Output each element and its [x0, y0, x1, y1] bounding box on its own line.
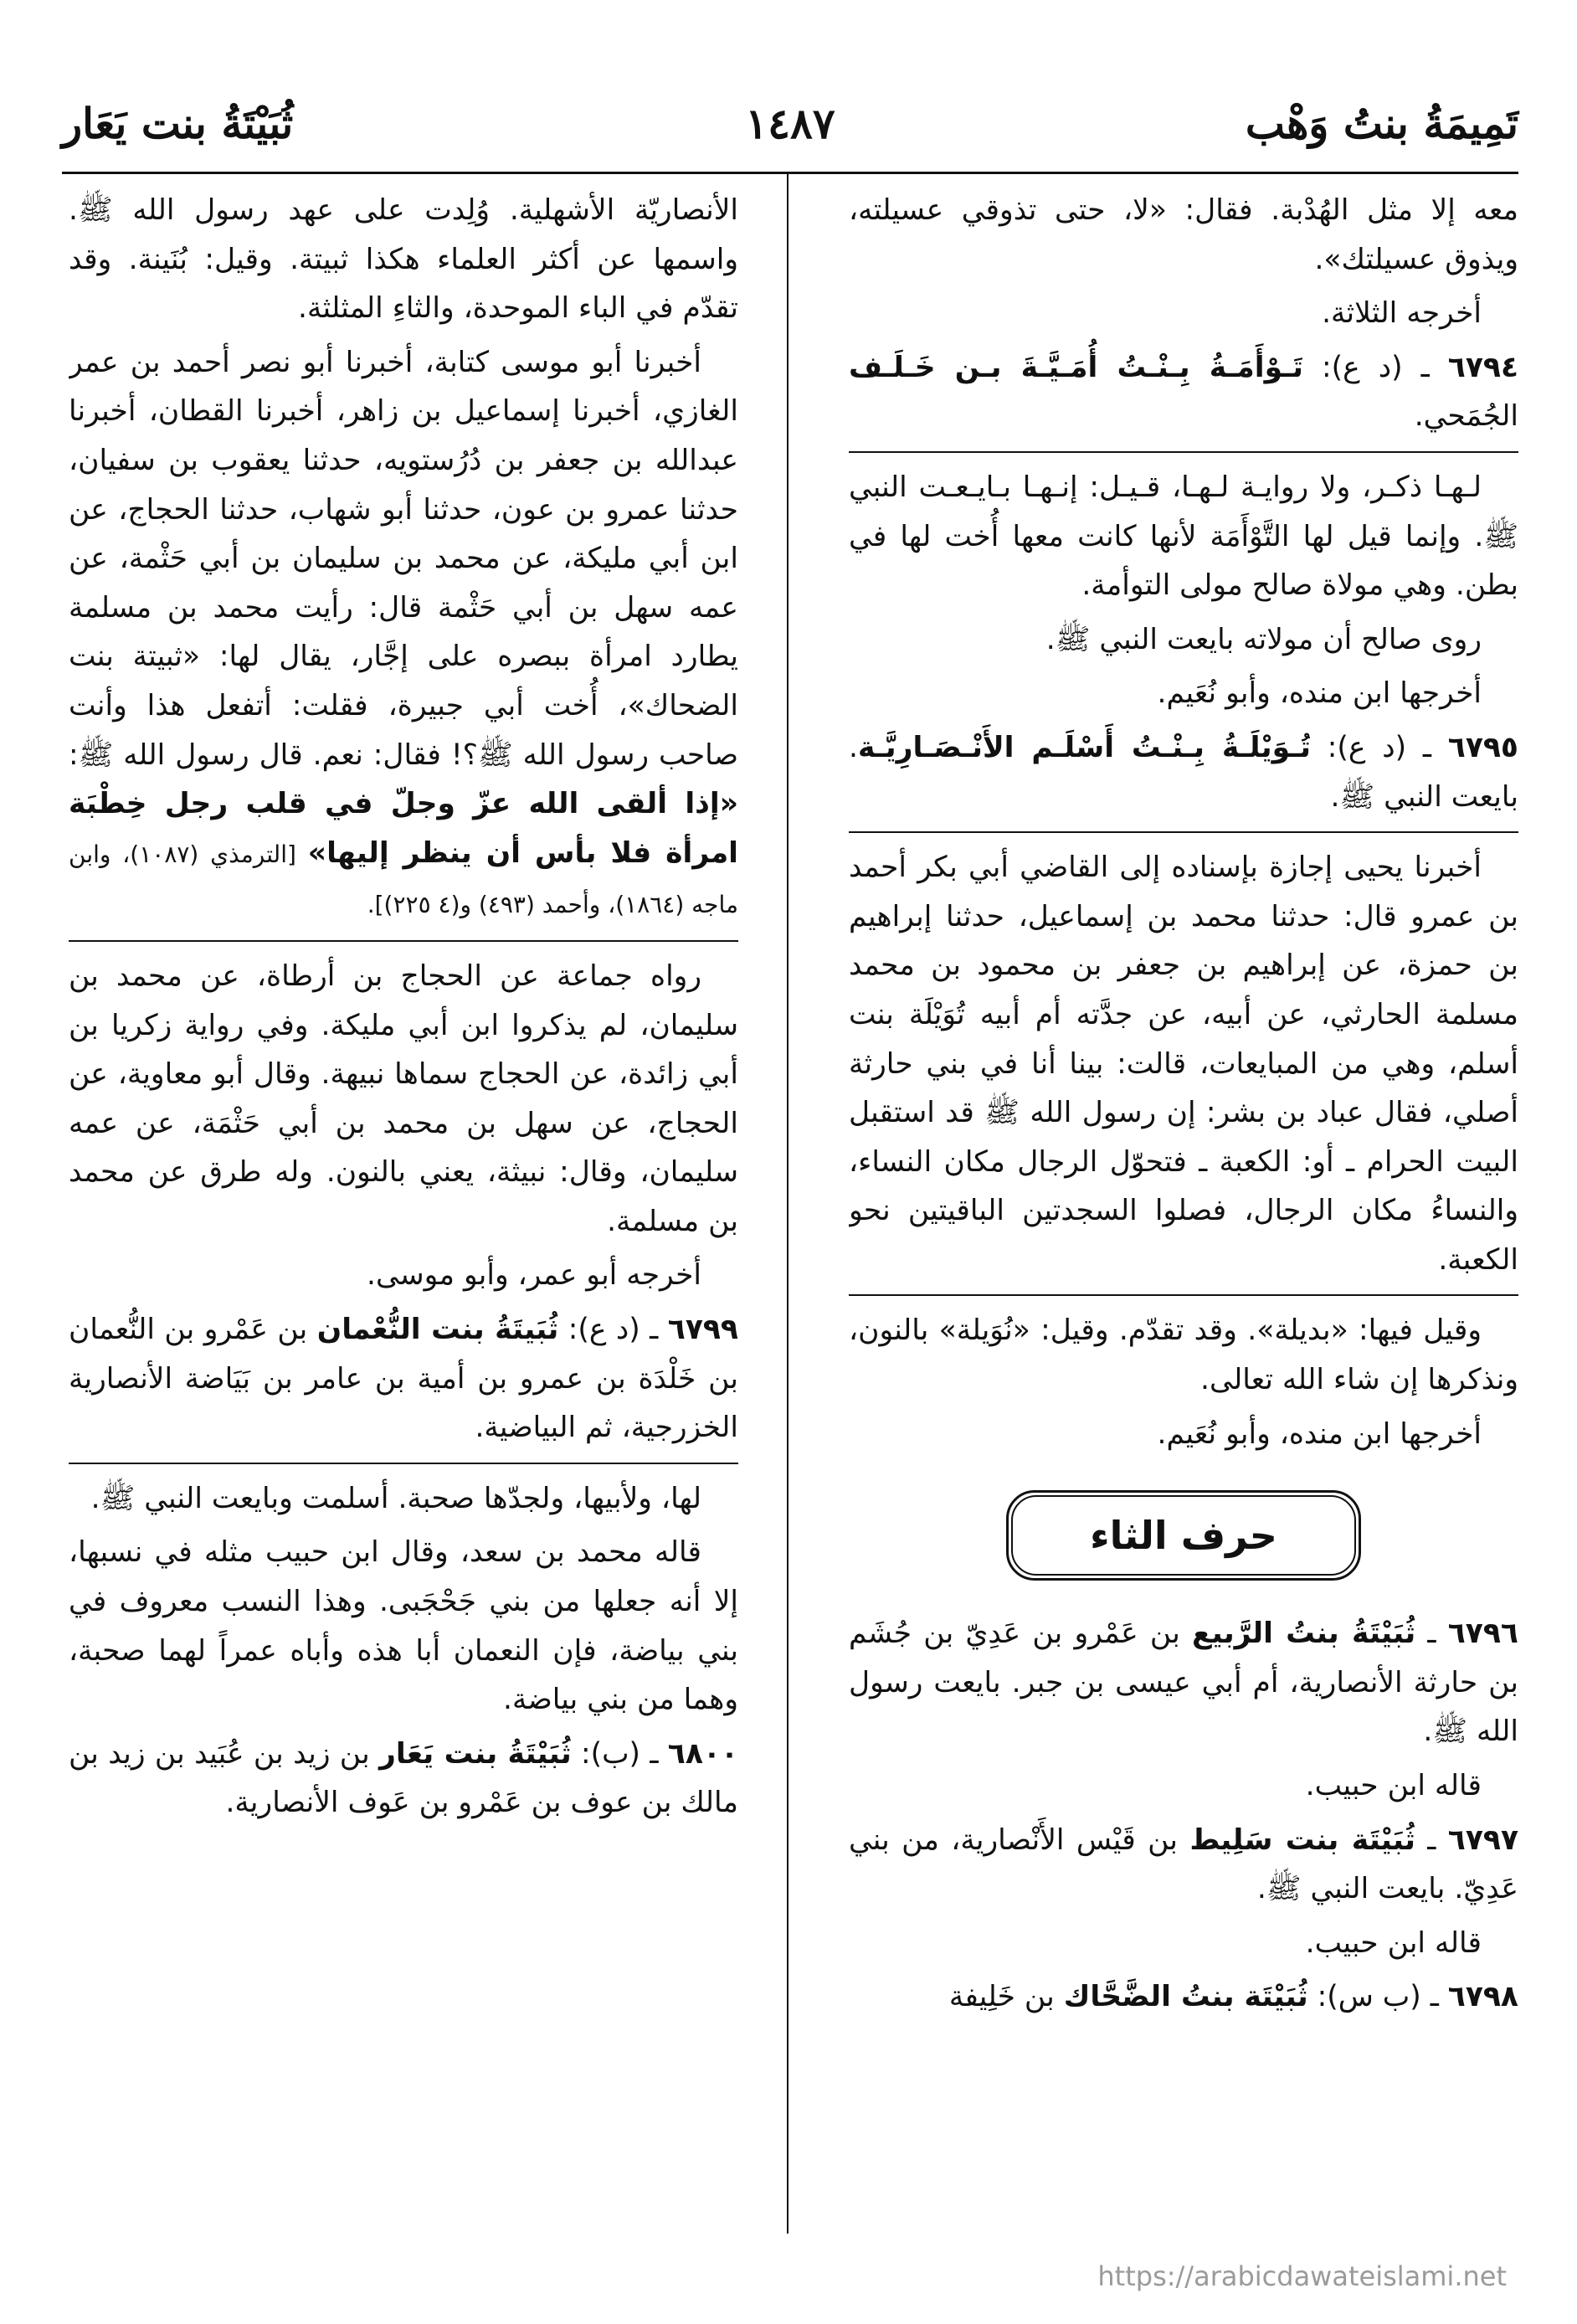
- entry-tail: بن عَمْرو بن النُّعمان بن خَلْدَة بن عمرو بن أمية بن عامر بن بَيَاضة الأنصارية الخزرجية، ثم البياضية.: [69, 1313, 738, 1445]
- separator-rule: [849, 451, 1518, 453]
- header-rule: [62, 172, 1518, 174]
- paragraph: أخرجها ابن منده، وأبو نُعَيم.: [1157, 676, 1482, 711]
- paragraph: قاله ابن حبيب.: [1305, 1926, 1482, 1960]
- paragraph: أخرجها ابن منده، وأبو نُعَيم.: [1157, 1417, 1482, 1451]
- paragraph: قاله ابن حبيب.: [1305, 1769, 1482, 1803]
- entry-6796: [849, 1609, 1518, 1756]
- entry-tail: . بايعت النبي ﷺ.: [849, 730, 1518, 814]
- right-column: [849, 186, 1518, 2229]
- paragraph: أخبرنا يحيى إجازة بإسناده إلى القاضي أبي بكر أحمد بن عمرو قال: حدثنا محمد بن إسماعيل، حدثنا إبراهيم بن حمزة، عن إبراهيم بن جعفر بن محمود بن محمد مسلمة الحارثي، عن أبيه، عن جدَّته أم أبيه تُوَيْلَة بنت أسلم، وهي من المبايعات، قالت: بينا أنا في بني حارثة أصلي، فقال عباد بن بشر: إن رسول الله ﷺ قد استقبل البيت الحرام ـ أو: الكعبة ـ فتحوّل الرجال مكان النساء، والنساءُ مكان الرجال، فصلوا السجدتين الباقيتين نحو الكعبة.: [849, 851, 1518, 1277]
- entry-tag: ـ: [1415, 1617, 1448, 1651]
- separator-rule: [849, 1294, 1518, 1296]
- entry-tail: بن خَلِيفة: [948, 1980, 1064, 2014]
- running-header: [62, 99, 1518, 166]
- paragraph: رواه جماعة عن الحجاج بن أرطاة، عن محمد بن سليمان، لم يذكروا ابن أبي مليكة. وفي رواية زكريا بن أبي زائدة، عن الحجاج سماها نبيهة. وقال أبو معاوية، عن الحجاج، عن سهل بن محمد بن أبي حَثْمَة، عن عمه سليمان، وقال: نبيثة، يعني بالنون. وله طرق عن محمد بن مسلمة.: [69, 959, 738, 1238]
- paragraph: الأنصاريّة الأشهلية. وُلِدت على عهد رسول الله ﷺ. واسمها عن أكثر العلماء هكذا ثبيتة. وقيل: بُنَينة. وقد تقدّم في الباء الموحدة، والثاءِ المثلثة.: [69, 193, 738, 326]
- entry-tail: بن زيد بن عُبَيد بن زيد بن مالك بن عوف بن عَمْرو بن عَوف الأنصارية.: [69, 1736, 738, 1820]
- paragraph: أخبرنا أبو موسى كتابة، أخبرنا أبو نصر أحمد بن عمر الغازي، أخبرنا إسماعيل بن زاهر، أخبرنا القطان، أخبرنا عبدالله بن جعفر بن دُرُستويه، حدثنا يعقوب بن سفيان، حدثنا عمرو بن عون، حدثنا أبو شهاب، حدثنا الحجاج، عن ابن أبي مليكة، عن محمد بن سليمان بن أبي حَثْمة، عن عمه سهل بن أبي حَثْمة قال: رأيت محمد بن مسلمة يطارد امرأة ببصره على إجَّار، يقال لها: «ثبيتة بنت الضحاك»، أُخت أبي جبيرة، فقلت: أتفعل هذا وأنت صاحب رسول الله ﷺ؟! فقال: نعم. قال رسول الله ﷺ: «إذا ألقى الله عزّ وجلّ في قلب رجل خِطْبَة امرأة فلا بأس أن ينظر إليها» [الترمذي (١٠٨٧)، وابن ماجه (١٨٦٤)، وأحمد (٤٩٣) و(٤ ٢٢٥)].: [69, 345, 738, 919]
- watermark-url: https://arabicdawateislami.net: [1097, 2260, 1507, 2292]
- entry-6798: [849, 1972, 1518, 2022]
- paragraph: معه إلا مثل الهُدْبة. فقال: «لا، حتى تذوقي عسيلته، ويذوق عسيلتك».: [849, 193, 1518, 276]
- header-right-title: تَمِيمَةُ بنتُ وَهْب: [1245, 99, 1518, 148]
- entry-name: تُـوَيْلَـةُ بِـنْـتُ أَسْلَـم الأَنْـصَـارِيَّـة: [857, 730, 1311, 764]
- paragraph: أخرجه أبو عمر، وأبو موسى.: [367, 1258, 701, 1293]
- entry-name: ثُبَيْتَة بنتُ الضَّحَّاك: [1063, 1980, 1308, 2014]
- entry-tag: ـ: [1415, 1823, 1448, 1857]
- entry-tag: ـ (ب):: [571, 1736, 668, 1771]
- entry-name: ثُبَيتَةُ بنت النُّعْمان: [316, 1313, 559, 1347]
- separator-rule: [69, 1463, 738, 1464]
- column-divider: [787, 174, 788, 2234]
- left-column: [69, 186, 738, 2229]
- section-heading-box: [849, 1490, 1518, 1581]
- paragraph: وقيل فيها: «بديلة». وقد تقدّم. وقيل: «نُوَيلة» بالنون، ونذكرها إن شاء الله تعالى.: [849, 1314, 1518, 1397]
- entry-tag: ـ (ب س):: [1307, 1980, 1448, 2014]
- paragraph: قاله محمد بن سعد، وقال ابن حبيب مثله في نسبها، إلا أنه جعلها من بني جَحْجَبى. وهذا النسب معروف في بني بياضة، فإن النعمان أبا هذه وأباه عمراً لهما صحبة، وهما من بني بياضة.: [69, 1535, 738, 1717]
- separator-rule: [849, 831, 1518, 833]
- separator-rule: [69, 940, 738, 942]
- entry-name: تَـوْأَمَـةُ بِـنْـتُ أُمَـيَّـةَ بـن خَـلَـف: [849, 350, 1303, 384]
- header-left-title: ثُبَيْتَةُ بنت يَعَار: [62, 99, 294, 148]
- citation: [الترمذي (١٠٨٧)، وابن ماجه (١٨٦٤)، وأحمد (٤٩٣) و(٤ ٢٢٥)].: [69, 840, 738, 919]
- entry-tail: الجُمَحي.: [1414, 399, 1518, 434]
- entry-number: ٦٧٩٥: [1447, 730, 1518, 764]
- entry-6800: [69, 1730, 738, 1828]
- entry-tail: بن عَمْرو بن عَدِيّ بن جُشَم بن حارثة الأنصارية، أم أبي عيسى بن جبر. بايعت رسول الله ﷺ.: [849, 1617, 1518, 1749]
- entry-number: ٦٧٩٦: [1447, 1617, 1518, 1651]
- entry-6797: [849, 1816, 1518, 1914]
- entry-name: ثُبَيْتَةُ بنت يَعَار: [379, 1736, 572, 1771]
- entry-6795: [849, 723, 1518, 821]
- entry-6794: [849, 343, 1518, 441]
- paragraph: روى صالح أن مولاته بايعت النبي ﷺ.: [1045, 622, 1482, 656]
- entry-name: ثُبَيْتَةُ بنتُ الرَّبيع: [1192, 1617, 1416, 1651]
- entry-number: ٦٧٩٤: [1447, 350, 1518, 384]
- paragraph: لها، ولأبيها، ولجدّها صحبة. أسلمت وبايعت النبي ﷺ.: [90, 1481, 701, 1515]
- paragraph: أخرجه الثلاثة.: [1322, 296, 1482, 331]
- entry-tag: ـ (د ع):: [558, 1313, 668, 1347]
- hadith-text: «إذا ألقى الله عزّ وجلّ في قلب رجل خِطْبَة امرأة فلا بأس أن ينظر إليها»: [69, 787, 738, 870]
- paragraph: لـهـا ذكـر، ولا روايـة لـهـا، قـيـل: إنـهـا بـايـعـت النبي ﷺ. وإنما قيل لها التَّوْأَمَة لأنها كانت معها أُخت لها في بطن. وهي مولاة صالح مولى التوأمة.: [849, 470, 1518, 603]
- entry-name: ثُبَيْتَة بنت سَلِيط: [1189, 1823, 1415, 1857]
- section-heading: حرف الثاء: [1011, 1495, 1356, 1576]
- entry-number: ٦٧٩٨: [1447, 1980, 1518, 2014]
- entry-tag: ـ (د ع):: [1302, 350, 1448, 384]
- page-number: ١٤٨٧: [745, 99, 835, 148]
- entry-number: ٦٧٩٩: [667, 1313, 738, 1347]
- entry-number: ٦٨٠٠: [667, 1736, 738, 1771]
- entry-6799: [69, 1305, 738, 1452]
- entry-number: ٦٧٩٧: [1447, 1823, 1518, 1857]
- entry-tag: ـ (د ع):: [1310, 730, 1448, 764]
- entry-tail: بن قَيْس الأَنْصارية، من بني عَدِيّ. بايعت النبي ﷺ.: [849, 1823, 1518, 1906]
